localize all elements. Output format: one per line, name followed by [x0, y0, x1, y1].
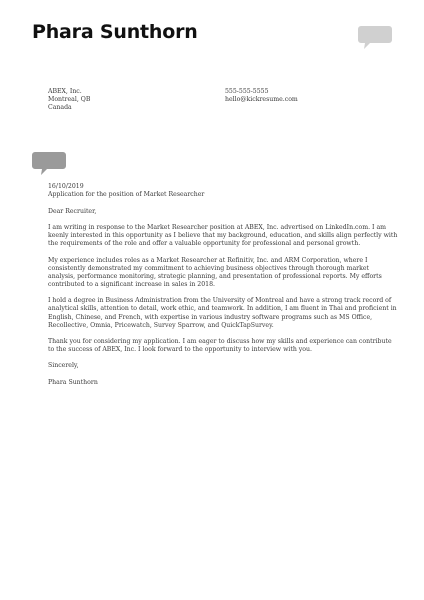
- letter-paragraph: I am writing in response to the Market Researcher position at ABEX, Inc. advertised on LinkedIn.com. I am keenly interested in this opportunity as I believe that my background, education, and skills align perfectly with the requirements of the role and offer a valuable opportunity for professional and personal growth.: [48, 224, 398, 248]
- letter-subject: Application for the position of Market Researcher: [48, 191, 205, 198]
- letter-closing: Sincerely,: [48, 362, 79, 370]
- speech-bubble-icon: [358, 26, 392, 50]
- contact-phone: 555-555-5555: [225, 88, 269, 95]
- recipient-company: ABEX, Inc.: [48, 88, 82, 95]
- letter-greeting: Dear Recruiter,: [48, 208, 97, 215]
- recipient-country: Canada: [48, 104, 72, 112]
- letter-body: [48, 208, 398, 395]
- letter-date: 16/10/2019: [48, 183, 84, 190]
- letter-paragraph: I hold a degree in Business Administration from the University of Montreal and have a strong track record of analytical skills, attention to detail, work ethic, and teamwork. In addition, I am fluent in Thai and proficient in English, Chinese, and French, with expertise in various industry software programs such as MS Office, Recollective, Omnia, Pricewatch, Survey Sparrow, and QuickTapSurvey.: [48, 297, 397, 329]
- contact-email: hello@kickresume.com: [225, 96, 298, 104]
- letter-signature: Phara Sunthorn: [48, 378, 98, 386]
- letter-paragraph: Thank you for considering my application. I am eager to discuss how my skills and experience can contribute to the success of ABEX, Inc. I look forward to the opportunity to interview with you.: [48, 337, 392, 353]
- applicant-contact: [225, 88, 375, 104]
- speech-bubble-icon: [32, 152, 66, 176]
- applicant-name: Phara Sunthorn: [32, 21, 198, 43]
- letter-paragraph: My experience includes roles as a Market Researcher at Refinitiv, Inc. and ARM Corporation, where I consistently demonstrated my commitment to achieving business objectives through thorough market analysis, performance monitoring, strategic planning, and presentation of professional reports. My efforts contributed to a significant increase in sales in 2018.: [48, 256, 382, 289]
- recipient-city: Montreal, QB: [48, 96, 91, 104]
- recipient-address: [48, 88, 208, 112]
